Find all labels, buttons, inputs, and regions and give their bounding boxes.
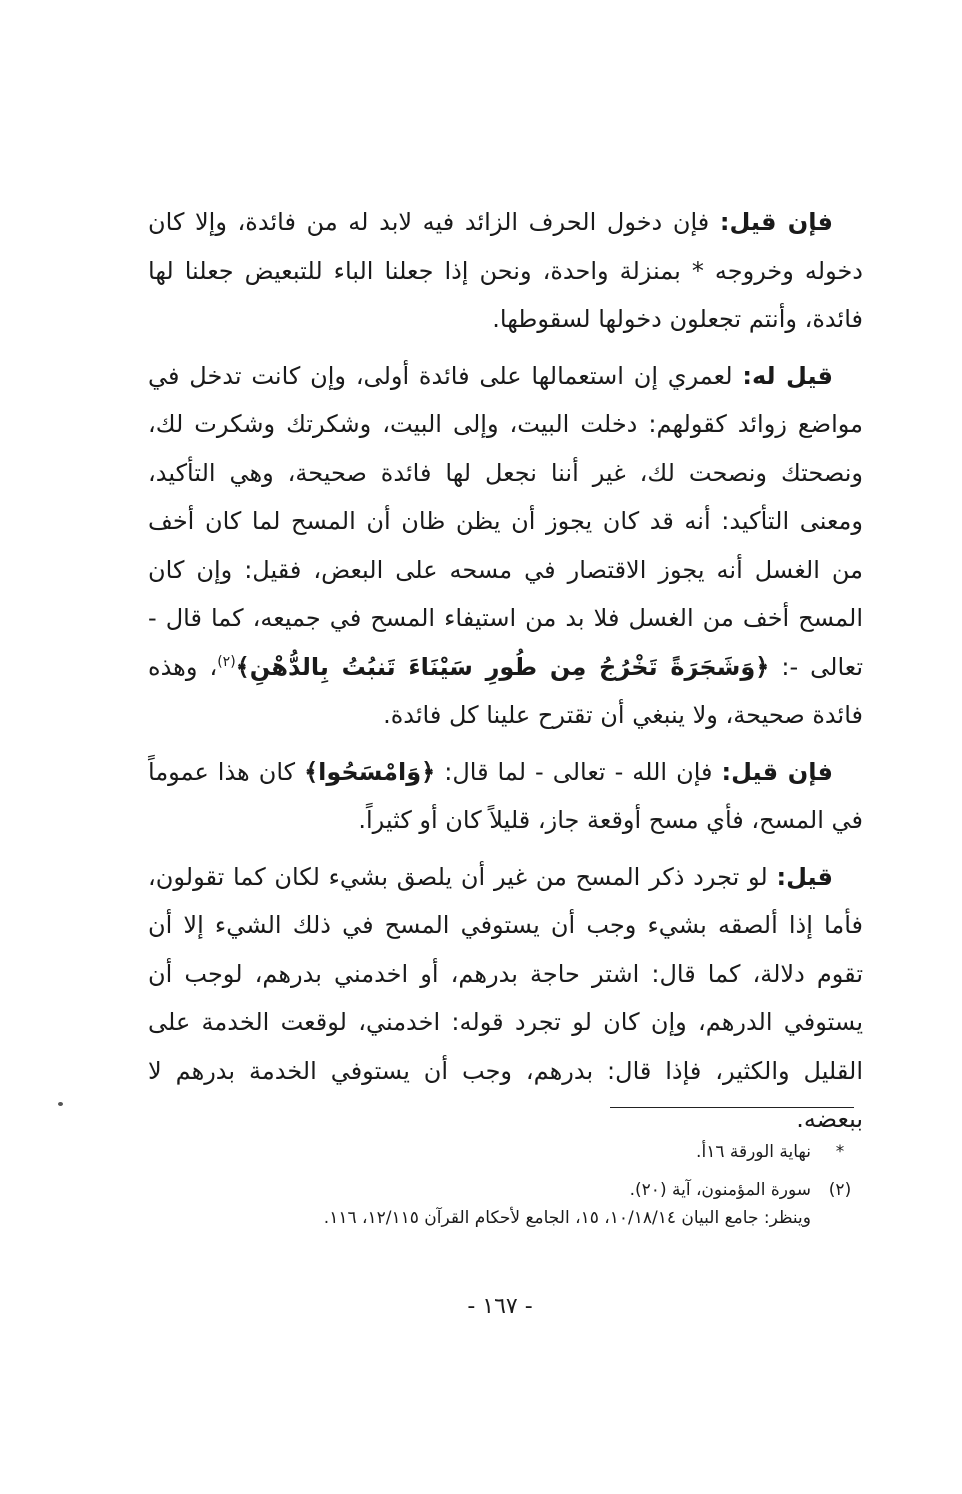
paragraph-tail: ، وهذه فائدة صحيحة، ولا ينبغي أن تقترح علينا كل فائدة. — [148, 652, 863, 729]
scan-speck — [58, 1102, 63, 1106]
footnotes — [200, 1138, 855, 1242]
footnote-mark: * — [835, 1142, 845, 1162]
footnote-divider — [610, 1107, 854, 1108]
paragraph-lead: فإن قيل: — [721, 757, 834, 786]
footnote-1 — [200, 1138, 855, 1166]
paragraph-tail: كان هذا عموماً في المسح، فأي مسح أوقعة جاز، قليلاً كان أو كثيراً. — [148, 757, 863, 834]
footnote-text-secondary: وينظر: جامع البيان ١٠/١٨/١٤، ١٥، الجامع لأحكام القرآن ١٢/١١٥، ١١٦. — [323, 1208, 811, 1228]
paragraph-text: لعمري إن استعمالها على فائدة أولى، وإن كانت تدخل في مواضع زوائد كقولهم: دخلت البيت، وإلى البيت، وشكرتك وشكرت لك، ونصحتك ونصحت لك، غير أننا نجعل لها فائدة صحيحة، وهي التأكيد، ومعنى التأكيد: أنه قد كان يجوز أن يظن ظان أن المسح لما كان أخف من الغسل أنه يجوز الاقتصار في مسحه على البعض، فقيل: وإن كان المسح أخف من الغسل فلا بد من استيفاء المسح في جميعه، كما قال - تعالى -: — [148, 361, 864, 681]
paragraph-lead: قيل: — [776, 862, 833, 891]
paragraph-3 — [148, 748, 863, 845]
quran-verse: ﴿وَامْسَحُوا﴾ — [304, 757, 436, 786]
page-number: - ١٦٧ - — [467, 1294, 533, 1319]
paragraph-lead: فإن قيل: — [719, 208, 833, 236]
footnote-text: نهاية الورقة ١٦أ. — [696, 1142, 811, 1162]
footnote-mark: (٢) — [828, 1180, 852, 1200]
paragraph-2 — [148, 352, 863, 740]
paragraph-4 — [148, 853, 863, 1144]
quran-verse: ﴿وَشَجَرَةً تَخْرُجُ مِن طُورِ سَيْنَاءَ تَنبُتُ بِالدُّهْنِ﴾ — [235, 652, 770, 681]
main-text — [148, 198, 863, 1152]
footnote-text: سورة المؤمنون، آية (٢٠). — [629, 1180, 811, 1200]
paragraph-text: لو تجرد ذكر المسح من غير أن يلصق بشيء لكان كما تقولون، فأما إذا ألصقه بشيء وجب أن يستوفي المسح في ذلك الشيء إلا أن تقوم دلالة، كما قال: اشتر حاجة بدرهم، أو اخدمني بدرهم، لوجب أن يستوفي الدرهم، وإن كان لو تجرد قوله: اخدمني، لوقعت الخدمة على القليل والكثير، فإذا قال: بدرهم، وجب أن يستوفي الخدمة بدرهم لا ببعضه. — [148, 862, 863, 1133]
paragraph-lead: قيل له: — [742, 361, 833, 390]
footnote-2 — [200, 1176, 855, 1232]
paragraph-text: فإن دخول الحرف الزائد فيه لابد له من فائدة، وإلا كان دخوله وخروجه * بمنزلة واحدة، ونحن إذا جعلنا الباء للتبعيض جعلنا لها فائدة، وأنتم تجعلون دخولها لسقوطها. — [148, 208, 863, 333]
paragraph-1 — [148, 198, 863, 344]
footnote-reference: (٢) — [217, 653, 236, 670]
paragraph-text: فإن الله - تعالى - لما قال: — [435, 757, 722, 786]
footnote-body — [200, 1176, 811, 1232]
